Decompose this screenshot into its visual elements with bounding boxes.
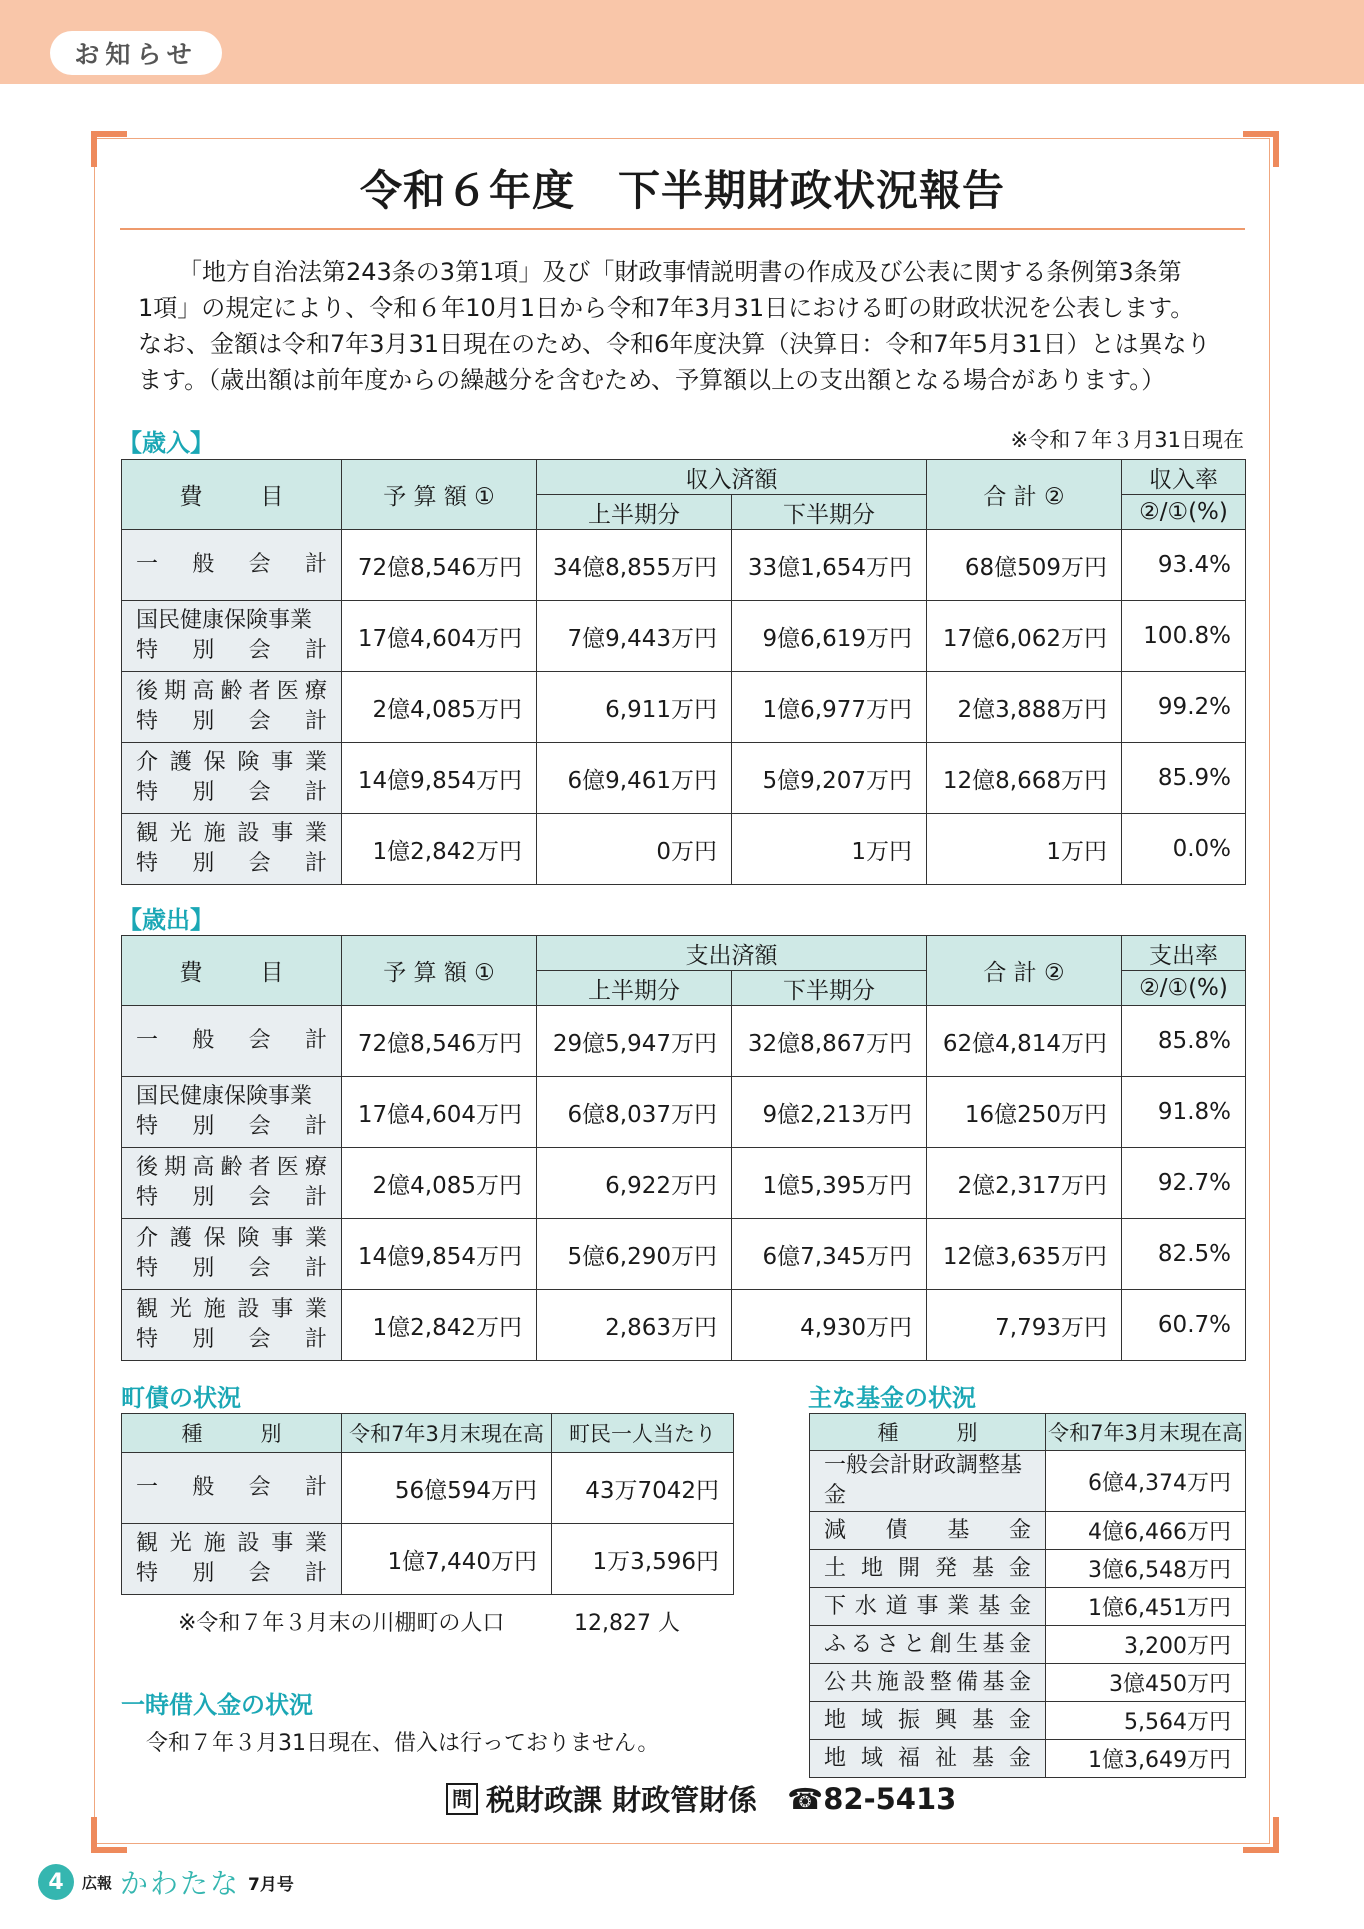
table-row xyxy=(122,1077,1246,1148)
table-row xyxy=(810,1740,1246,1778)
cell-budget: 17億4,604万円 xyxy=(342,1077,537,1148)
cell-total: 12億3,635万円 xyxy=(927,1219,1122,1290)
cell-budget: 1億2,842万円 xyxy=(342,1290,537,1361)
row-name: 観 光 施 設 事 業 特 別 会 計 xyxy=(122,814,342,885)
header-rate-sub: ②/①(%) xyxy=(1122,495,1246,530)
table-row xyxy=(122,1524,734,1595)
header-rate: 支出率 xyxy=(1122,936,1246,971)
notice-tag: お知らせ xyxy=(50,31,222,75)
table-row xyxy=(810,1512,1246,1550)
cell-total: 68億509万円 xyxy=(927,530,1122,601)
table-row xyxy=(810,1451,1246,1512)
cell-second-half: 1億6,977万円 xyxy=(732,672,927,743)
fund-name: 一般会計財政調整基金 xyxy=(810,1451,1046,1512)
row-name: 観 光 施 設 事 業 特 別 会 計 xyxy=(122,1290,342,1361)
revenue-label: 【歳入】 xyxy=(118,429,214,457)
intro-line: ます。（歳出額は前年度からの繰越分を含むため、予算額以上の支出額となる場合があります。） xyxy=(138,366,1166,394)
fund-name: 地 域 振 興 基 金 xyxy=(810,1702,1046,1740)
header-item: 費 目 xyxy=(122,460,342,530)
footer-brand: かわたな xyxy=(120,1867,241,1900)
cell-balance: 56億594万円 xyxy=(342,1453,552,1524)
frame-corner-bottom-right xyxy=(1243,1817,1279,1853)
fund-amount: 6億4,374万円 xyxy=(1046,1451,1246,1512)
cell-second-half: 33億1,654万円 xyxy=(732,530,927,601)
contact-phone: ☎82-5413 xyxy=(787,1781,957,1816)
title-divider xyxy=(120,228,1245,230)
row-name: 後 期 高 齢 者 医 療 特 別 会 計 xyxy=(122,1148,342,1219)
fund-name: 減 債 基 金 xyxy=(810,1512,1046,1550)
row-name: 一 般 会 計 xyxy=(122,530,342,601)
cell-balance: 1億7,440万円 xyxy=(342,1524,552,1595)
table-row xyxy=(122,814,1246,885)
cell-budget: 72億8,546万円 xyxy=(342,1006,537,1077)
fund-name: ふ る さ と 創 生 基 金 xyxy=(810,1626,1046,1664)
table-row xyxy=(122,1148,1246,1219)
table-row xyxy=(122,530,1246,601)
header-balance: 令和7年3月末現在高 xyxy=(342,1414,552,1453)
cell-rate: 91.8% xyxy=(1122,1077,1246,1148)
cell-total: 7,793万円 xyxy=(927,1290,1122,1361)
cell-second-half: 9億6,619万円 xyxy=(732,601,927,672)
expenditure-table xyxy=(121,935,1246,1361)
cell-rate: 100.8% xyxy=(1122,601,1246,672)
table-row xyxy=(810,1664,1246,1702)
cell-budget: 72億8,546万円 xyxy=(342,530,537,601)
fund-amount: 1億3,649万円 xyxy=(1046,1740,1246,1778)
population-note: ※令和７年３月末の川棚町の人口 xyxy=(178,1611,505,1636)
cell-second-half: 1万円 xyxy=(732,814,927,885)
loan-label: 一時借入金の状況 xyxy=(121,1691,313,1719)
header-per-capita: 町民一人当たり xyxy=(552,1414,734,1453)
header-item: 費 目 xyxy=(122,936,342,1006)
cell-rate: 92.7% xyxy=(1122,1148,1246,1219)
header-rate-sub: ②/①(%) xyxy=(1122,971,1246,1006)
footer-issue: 7月号 xyxy=(248,1874,294,1895)
expenditure-label: 【歳出】 xyxy=(118,906,214,934)
page-title: 令和６年度 下半期財政状況報告 xyxy=(359,166,1005,215)
contact-dept: 税財政課 財政管財係 xyxy=(486,1783,758,1817)
header-first-half: 上半期分 xyxy=(537,495,732,530)
revenue-table xyxy=(121,459,1246,885)
fund-name: 地 域 福 祉 基 金 xyxy=(810,1740,1046,1778)
row-name: 介 護 保 険 事 業 特 別 会 計 xyxy=(122,1219,342,1290)
inquiry-mark: 問 xyxy=(446,1783,478,1815)
table-row xyxy=(122,1219,1246,1290)
table-row xyxy=(810,1588,1246,1626)
cell-second-half: 4,930万円 xyxy=(732,1290,927,1361)
fund-name: 下 水 道 事 業 基 金 xyxy=(810,1588,1046,1626)
header-total: 合 計 ② xyxy=(927,936,1122,1006)
cell-first-half: 34億8,855万円 xyxy=(537,530,732,601)
cell-budget: 14億9,854万円 xyxy=(342,1219,537,1290)
cell-per-capita: 43万7042円 xyxy=(552,1453,734,1524)
population-value: 12,827 人 xyxy=(574,1611,680,1636)
page-number: 4 xyxy=(38,1864,74,1900)
cell-first-half: 2,863万円 xyxy=(537,1290,732,1361)
cell-total: 16億250万円 xyxy=(927,1077,1122,1148)
table-row xyxy=(122,1006,1246,1077)
header-spent: 支出済額 xyxy=(537,936,927,971)
cell-first-half: 6,911万円 xyxy=(537,672,732,743)
table-row xyxy=(122,1453,734,1524)
header-total: 合 計 ② xyxy=(927,460,1122,530)
cell-per-capita: 1万3,596円 xyxy=(552,1524,734,1595)
loan-text: 令和７年３月31日現在、借入は行っておりません。 xyxy=(146,1731,660,1756)
cell-total: 62億4,814万円 xyxy=(927,1006,1122,1077)
cell-rate: 99.2% xyxy=(1122,672,1246,743)
cell-second-half: 6億7,345万円 xyxy=(732,1219,927,1290)
fund-amount: 4億6,466万円 xyxy=(1046,1512,1246,1550)
intro-line: 1項」の規定により、令和６年10月1日から令和7年3月31日における町の財政状況を公表します。 xyxy=(138,294,1195,322)
cell-second-half: 5億9,207万円 xyxy=(732,743,927,814)
cell-total: 17億6,062万円 xyxy=(927,601,1122,672)
contact-line xyxy=(446,1778,956,1819)
header-received: 収入済額 xyxy=(537,460,927,495)
fund-amount: 1億6,451万円 xyxy=(1046,1588,1246,1626)
debt-table xyxy=(121,1413,734,1595)
header-item: 種 別 xyxy=(810,1414,1046,1451)
row-name: 観 光 施 設 事 業 特 別 会 計 xyxy=(122,1524,342,1595)
footer xyxy=(38,1862,294,1902)
asof-note: ※令和７年３月31日現在 xyxy=(1010,428,1244,452)
debt-label: 町債の状況 xyxy=(121,1384,241,1412)
table-row xyxy=(810,1702,1246,1740)
cell-budget: 17億4,604万円 xyxy=(342,601,537,672)
table-row xyxy=(810,1550,1246,1588)
cell-first-half: 0万円 xyxy=(537,814,732,885)
row-name: 国民健康保険事業 特 別 会 計 xyxy=(122,601,342,672)
table-row xyxy=(122,672,1246,743)
cell-rate: 0.0% xyxy=(1122,814,1246,885)
cell-first-half: 6億9,461万円 xyxy=(537,743,732,814)
fund-amount: 3,200万円 xyxy=(1046,1626,1246,1664)
fund-amount: 3億450万円 xyxy=(1046,1664,1246,1702)
cell-rate: 82.5% xyxy=(1122,1219,1246,1290)
cell-budget: 2億4,085万円 xyxy=(342,1148,537,1219)
header-balance: 令和7年3月末現在高 xyxy=(1046,1414,1246,1451)
header-item: 種 別 xyxy=(122,1414,342,1453)
cell-total: 2億3,888万円 xyxy=(927,672,1122,743)
row-name: 介 護 保 険 事 業 特 別 会 計 xyxy=(122,743,342,814)
intro-line: なお、金額は令和7年3月31日現在のため、令和6年度決算（決算日：令和7年5月31日）とは異なり xyxy=(138,330,1211,358)
funds-table xyxy=(809,1413,1246,1778)
cell-first-half: 6,922万円 xyxy=(537,1148,732,1219)
cell-budget: 1億2,842万円 xyxy=(342,814,537,885)
cell-first-half: 29億5,947万円 xyxy=(537,1006,732,1077)
cell-second-half: 9億2,213万円 xyxy=(732,1077,927,1148)
row-name: 後 期 高 齢 者 医 療 特 別 会 計 xyxy=(122,672,342,743)
cell-first-half: 7億9,443万円 xyxy=(537,601,732,672)
header-second-half: 下半期分 xyxy=(732,495,927,530)
cell-rate: 85.8% xyxy=(1122,1006,1246,1077)
header-second-half: 下半期分 xyxy=(732,971,927,1006)
cell-total: 2億2,317万円 xyxy=(927,1148,1122,1219)
cell-rate: 93.4% xyxy=(1122,530,1246,601)
cell-rate: 85.9% xyxy=(1122,743,1246,814)
cell-second-half: 32億8,867万円 xyxy=(732,1006,927,1077)
header-rate: 収入率 xyxy=(1122,460,1246,495)
table-row xyxy=(810,1626,1246,1664)
frame-corner-bottom-left xyxy=(91,1817,127,1853)
cell-budget: 2億4,085万円 xyxy=(342,672,537,743)
row-name: 一 般 会 計 xyxy=(122,1453,342,1524)
intro-line: 「地方自治法第243条の3第1項」及び「財政事情説明書の作成及び公表に関する条例第3条第 xyxy=(178,258,1182,286)
cell-second-half: 1億5,395万円 xyxy=(732,1148,927,1219)
cell-budget: 14億9,854万円 xyxy=(342,743,537,814)
cell-rate: 60.7% xyxy=(1122,1290,1246,1361)
table-row xyxy=(122,743,1246,814)
header-budget: 予 算 額 ① xyxy=(342,936,537,1006)
header-first-half: 上半期分 xyxy=(537,971,732,1006)
table-row xyxy=(122,601,1246,672)
row-name: 一 般 会 計 xyxy=(122,1006,342,1077)
table-row xyxy=(122,1290,1246,1361)
funds-label: 主な基金の状況 xyxy=(808,1384,976,1412)
cell-total: 12億8,668万円 xyxy=(927,743,1122,814)
fund-name: 公 共 施 設 整 備 基 金 xyxy=(810,1664,1046,1702)
frame-corner-top-right xyxy=(1243,131,1279,167)
cell-total: 1万円 xyxy=(927,814,1122,885)
intro-paragraph xyxy=(138,254,1248,398)
row-name: 国民健康保険事業 特 別 会 計 xyxy=(122,1077,342,1148)
fund-amount: 3億6,548万円 xyxy=(1046,1550,1246,1588)
footer-kouhou: 広報 xyxy=(82,1873,113,1892)
cell-first-half: 6億8,037万円 xyxy=(537,1077,732,1148)
cell-first-half: 5億6,290万円 xyxy=(537,1219,732,1290)
header-budget: 予 算 額 ① xyxy=(342,460,537,530)
fund-amount: 5,564万円 xyxy=(1046,1702,1246,1740)
fund-name: 土 地 開 発 基 金 xyxy=(810,1550,1046,1588)
